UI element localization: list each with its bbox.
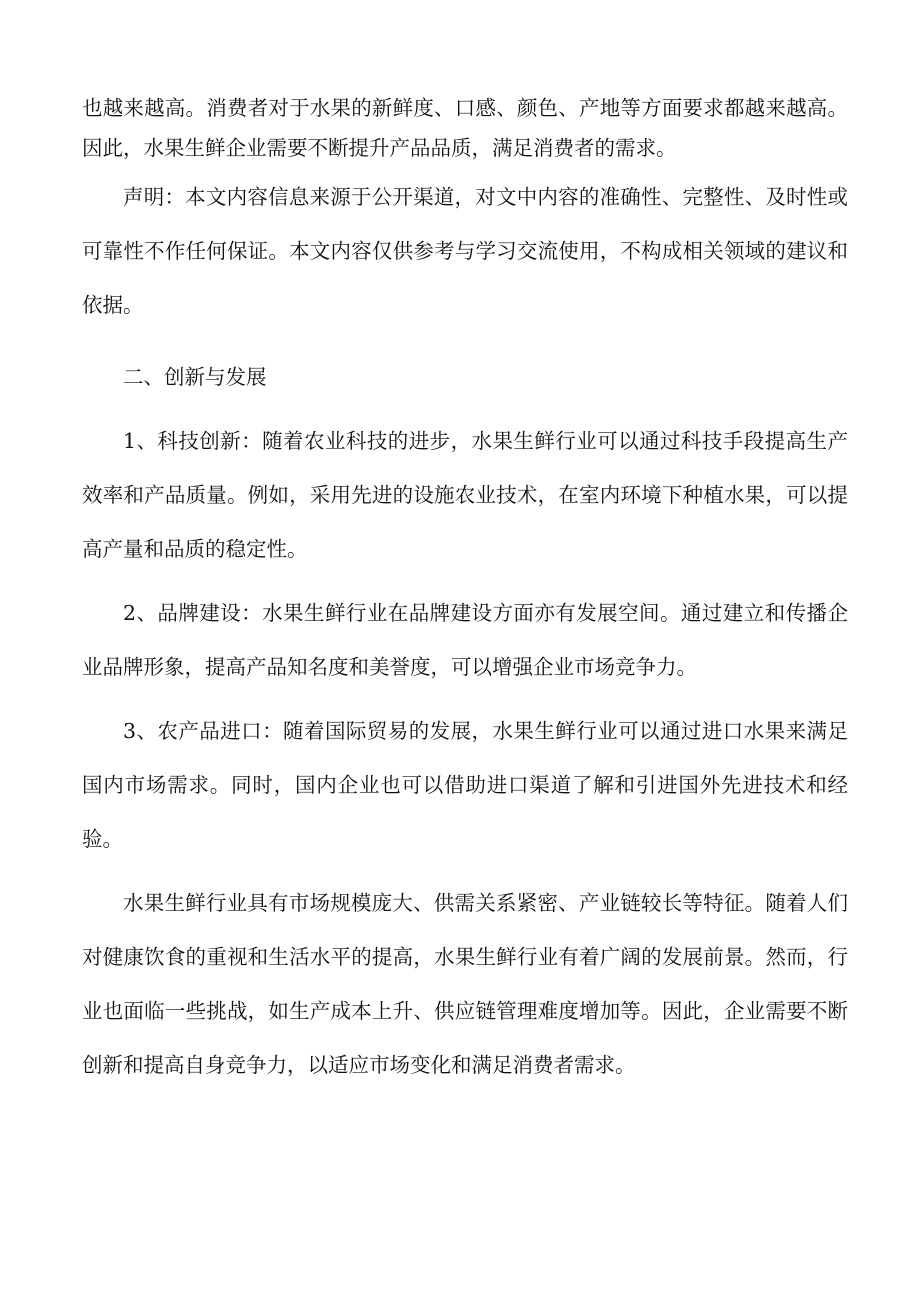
paragraph-brand-building: 2、品牌建设：水果生鲜行业在品牌建设方面亦有发展空间。通过建立和传播企业品牌形象，提高产品知名度和美誉度，可以增强企业市场竞争力。 — [82, 601, 848, 679]
paragraph-disclaimer: 声明：本文内容信息来源于公开渠道，对文中内容的准确性、完整性、及时性或可靠性不作任何保证。本文内容仅供参考与学习交流使用，不构成相关领域的建议和依据。 — [82, 185, 848, 317]
section-heading: 二、创新与发展 — [123, 365, 267, 389]
paragraph-continuation: 也越来越高。消费者对于水果的新鲜度、口感、颜色、产地等方面要求都越来越高。因此，水果生鲜企业需要不断提升产品品质，满足消费者的需求。 — [82, 96, 848, 160]
paragraph-summary: 水果生鲜行业具有市场规模庞大、供需关系紧密、产业链较长等特征。随着人们对健康饮食的重视和生活水平的提高，水果生鲜行业有着广阔的发展前景。然而，行业也面临一些挑战，如生产成本上升、供应链管理难度增加等。因此，企业需要不断创新和提高自身竞争力，以适应市场变化和满足消费者需求。 — [82, 891, 848, 1077]
paragraph-import: 3、农产品进口：随着国际贸易的发展，水果生鲜行业可以通过进口水果来满足国内市场需求。同时，国内企业也可以借助进口渠道了解和引进国外先进技术和经验。 — [82, 719, 848, 851]
paragraph-tech-innovation: 1、科技创新：随着农业科技的进步，水果生鲜行业可以通过科技手段提高生产效率和产品质量。例如，采用先进的设施农业技术，在室内环境下种植水果，可以提高产量和品质的稳定性。 — [82, 429, 848, 561]
